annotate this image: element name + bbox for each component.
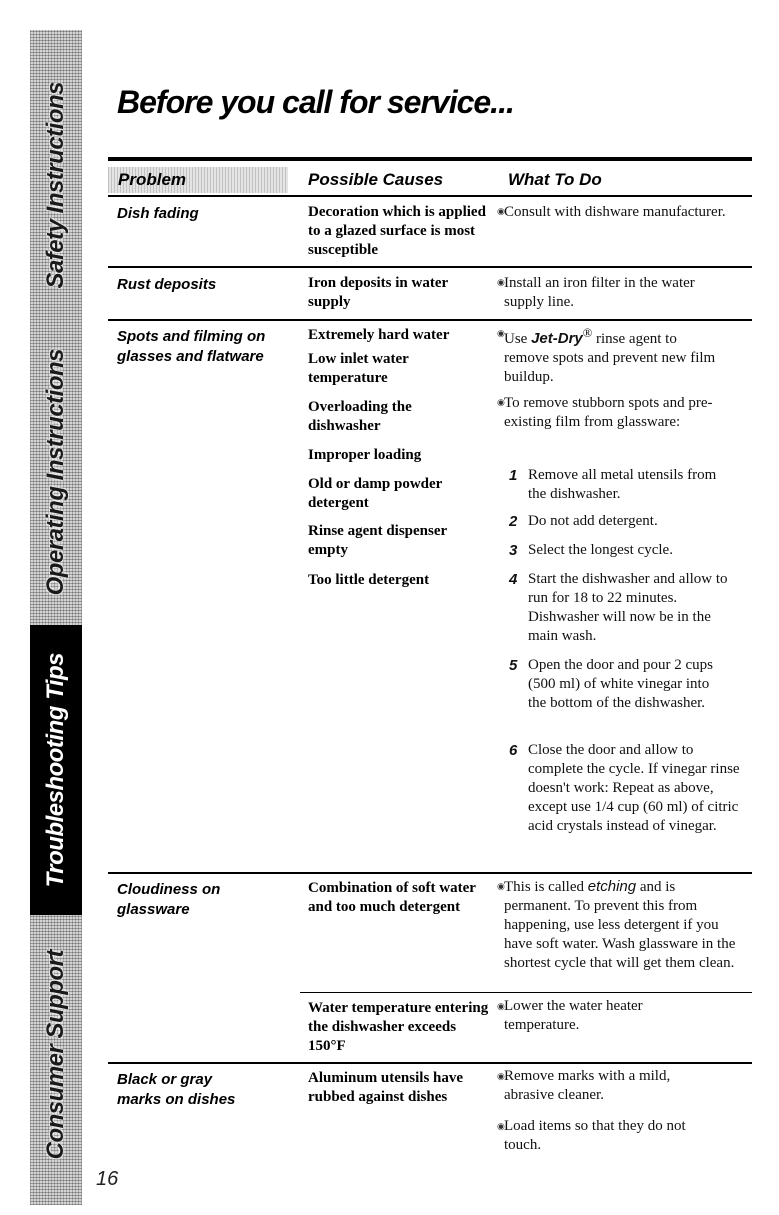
cause-rust-deposits: Iron deposits in water supply: [308, 275, 448, 310]
title-rule: [108, 157, 752, 161]
row-rule: [108, 872, 752, 874]
todo-lower-temp: Lower the water heater temperature.: [504, 998, 643, 1033]
cause-soft-water: Combination of soft water and too much detergent: [308, 880, 476, 915]
page-number: 16: [96, 1168, 119, 1190]
bullet-icon: ◉: [497, 328, 505, 338]
sidebar-tab-troubleshooting[interactable]: Troubleshooting Tips: [30, 625, 82, 915]
problem-cloudiness-line2: glassware: [117, 901, 190, 918]
row-rule: [108, 1062, 752, 1064]
todo-rust-deposits: Install an iron filter in the water supply line.: [504, 275, 695, 310]
todo-load-items: Load items so that they do not touch.: [504, 1118, 686, 1153]
step-number: 1: [509, 467, 518, 484]
bullet-icon: ◉: [497, 1001, 505, 1011]
problem-dish-fading: Dish fading: [117, 205, 199, 222]
problem-spots-line2: glasses and flatware: [117, 348, 264, 365]
todo-remove-marks: Remove marks with a mild, abrasive cleaner.: [504, 1068, 671, 1103]
cause-dish-fading: Decoration which is applied to a glazed surface is most susceptible: [308, 204, 486, 258]
todo-jet-dry: Use Jet-Dry® rinse agent to remove spots and prevent new film buildup.: [504, 326, 716, 385]
step-number: 5: [509, 657, 518, 674]
step-text: Do not add detergent.: [528, 513, 658, 529]
column-header-todo: What To Do: [508, 170, 602, 189]
step-number: 3: [509, 542, 518, 559]
step-number: 6: [509, 742, 518, 759]
todo-dish-fading: Consult with dishware manufacturer.: [504, 204, 726, 220]
cause-old-detergent: Old or damp powder detergent: [308, 476, 443, 511]
bullet-icon: ◉: [497, 1121, 505, 1131]
cause-improper-loading: Improper loading: [308, 447, 422, 463]
problem-black-marks-line2: marks on dishes: [117, 1091, 236, 1108]
sidebar-tab-operating[interactable]: Operating Instructions: [42, 349, 69, 596]
sidebar-tab-safety[interactable]: Safety Instructions: [42, 81, 69, 289]
header-rule: [108, 195, 752, 197]
step-text: Close the door and allow to complete the cycle. If vinegar rinse doesn't work: Repeat as above, except use 1/4 cup (60 ml) of citric acid crystals instead of vinegar.: [528, 742, 740, 834]
step-text: Remove all metal utensils from the dishwasher.: [528, 467, 717, 502]
todo-etching: This is called etching and is permanent. To prevent this from happening, use less detergent if you have soft water. Wash glassware in the shortest cycle that will get them clean.: [504, 878, 736, 971]
problem-black-marks-line1: Black or gray: [117, 1071, 213, 1088]
problem-cloudiness-line1: Cloudiness on: [117, 881, 221, 898]
step-text: Start the dishwasher and allow to run for 18 to 22 minutes. Dishwasher will now be in the main wash.: [528, 571, 728, 644]
cause-too-little-detergent: Too little detergent: [308, 572, 430, 588]
row-rule: [108, 319, 752, 321]
column-header-causes: Possible Causes: [308, 170, 444, 189]
column-header-problem: Problem: [108, 167, 288, 193]
cause-hard-water: Extremely hard water: [308, 327, 450, 343]
cause-overloading: Overloading the dishwasher: [308, 399, 412, 434]
cause-water-temp: Water temperature entering the dishwasher exceeds 150°F: [308, 1000, 489, 1054]
problem-rust-deposits: Rust deposits: [117, 276, 217, 293]
step-text: Open the door and pour 2 cups (500 ml) of white vinegar into the bottom of the dishwasher.: [528, 657, 713, 711]
row-rule: [108, 266, 752, 268]
step-text: Select the longest cycle.: [528, 542, 673, 558]
cause-rinse-agent-empty: Rinse agent dispenser empty: [308, 523, 447, 558]
cause-aluminum: Aluminum utensils have rubbed against dishes: [308, 1070, 464, 1105]
bullet-icon: ◉: [497, 1071, 505, 1081]
bullet-icon: ◉: [497, 881, 505, 891]
bullet-icon: ◉: [497, 206, 505, 216]
sidebar-tab-consumer-support[interactable]: Consumer Support: [42, 950, 69, 1160]
sub-row-rule: [300, 992, 752, 993]
todo-stubborn-spots: To remove stubborn spots and pre-existing film from glassware:: [504, 395, 713, 430]
bullet-icon: ◉: [497, 277, 505, 287]
bullet-icon: ◉: [497, 397, 505, 407]
step-number: 4: [509, 571, 518, 588]
problem-spots-line1: Spots and filming on: [117, 328, 266, 345]
step-number: 2: [509, 513, 518, 530]
page-title: Before you call for service...: [117, 84, 514, 120]
section-sidebar: [30, 30, 82, 1205]
cause-low-inlet-temp: Low inlet water temperature: [308, 351, 409, 386]
